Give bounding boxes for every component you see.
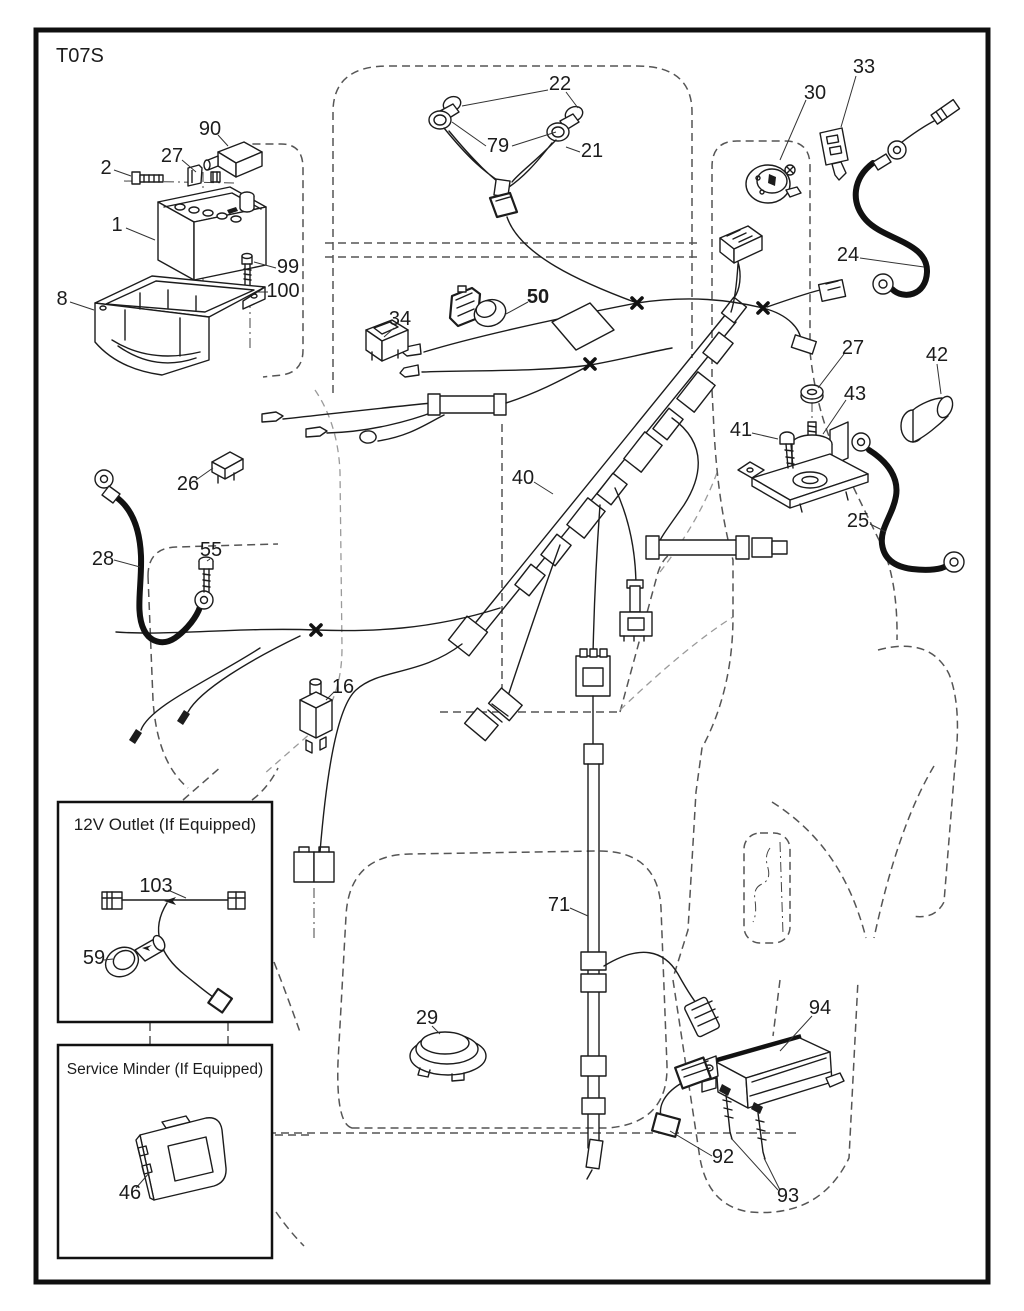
part-battery-bolt xyxy=(132,172,163,184)
callout-ground-cable: 28 xyxy=(91,548,115,570)
part-battery-cable xyxy=(856,100,960,295)
diagram-code: T07S xyxy=(56,45,104,67)
callout-solenoid-cable: 25 xyxy=(846,510,870,532)
callout-bolt-55: 55 xyxy=(199,539,223,561)
part-solenoid-cable xyxy=(852,433,964,572)
part-bolt-41 xyxy=(780,432,794,468)
callout-hold-down-bolt: 99 xyxy=(276,256,300,278)
inset-12v-title: 12V Outlet (If Equipped) xyxy=(73,815,257,834)
callout-nut-front: 27 xyxy=(160,145,184,167)
callout-nut-rear: 27 xyxy=(841,337,865,359)
callout-fuse: 26 xyxy=(176,473,200,495)
part-ignition-switch xyxy=(746,165,801,203)
part-battery-box xyxy=(95,276,265,375)
callout-key: 33 xyxy=(852,56,876,78)
callout-ignition-switch: 30 xyxy=(803,82,827,104)
callout-washer: 100 xyxy=(266,280,300,302)
callout-bulb-socket: 79 xyxy=(486,135,510,157)
callout-bolt-41: 41 xyxy=(729,419,753,441)
callout-wire-71: 71 xyxy=(547,894,571,916)
callout-boot-42: 42 xyxy=(925,344,949,366)
callout-service-minder: 46 xyxy=(118,1182,142,1204)
callout-outlet: 59 xyxy=(82,947,106,969)
callout-battery-box: 8 xyxy=(56,288,68,310)
callout-screws-93: 93 xyxy=(776,1185,800,1207)
part-switch-50 xyxy=(450,286,509,331)
callout-module-94: 94 xyxy=(808,997,832,1019)
callout-grommet: 29 xyxy=(415,1007,439,1029)
callout-switch-34: 34 xyxy=(388,308,412,330)
part-connector-block xyxy=(294,847,334,882)
part-module-94 xyxy=(700,1036,844,1108)
part-key xyxy=(820,128,848,180)
callout-battery-bolt: 2 xyxy=(100,157,112,179)
part-bolt-55 xyxy=(199,557,213,592)
part-fuse xyxy=(212,452,243,483)
inset-service-title: Service Minder (If Equipped) xyxy=(66,1061,264,1078)
part-boot-42 xyxy=(901,394,955,442)
callout-harness: 40 xyxy=(511,467,535,489)
inset-12v-outlet xyxy=(58,802,272,1022)
callout-battery: 1 xyxy=(111,214,123,236)
callout-fuse-holder: 90 xyxy=(198,118,222,140)
callout-battery-cable: 24 xyxy=(836,244,860,266)
callout-outlet-harness: 103 xyxy=(139,875,173,897)
callout-switch-50: 50 xyxy=(526,286,550,308)
part-wire-71 xyxy=(581,696,702,1179)
part-nut-rear xyxy=(801,385,823,403)
callout-solenoid: 43 xyxy=(843,383,867,405)
callout-interlock-switch: 16 xyxy=(331,676,355,698)
callout-connector-92: 92 xyxy=(711,1146,735,1168)
callout-headlight-bulb: 22 xyxy=(548,73,572,95)
callout-headlight-harness: 21 xyxy=(580,140,604,162)
part-interlock-switch xyxy=(300,679,332,753)
part-solenoid xyxy=(738,422,868,512)
part-grommet xyxy=(410,1032,486,1081)
inset-service-minder xyxy=(58,1045,272,1258)
